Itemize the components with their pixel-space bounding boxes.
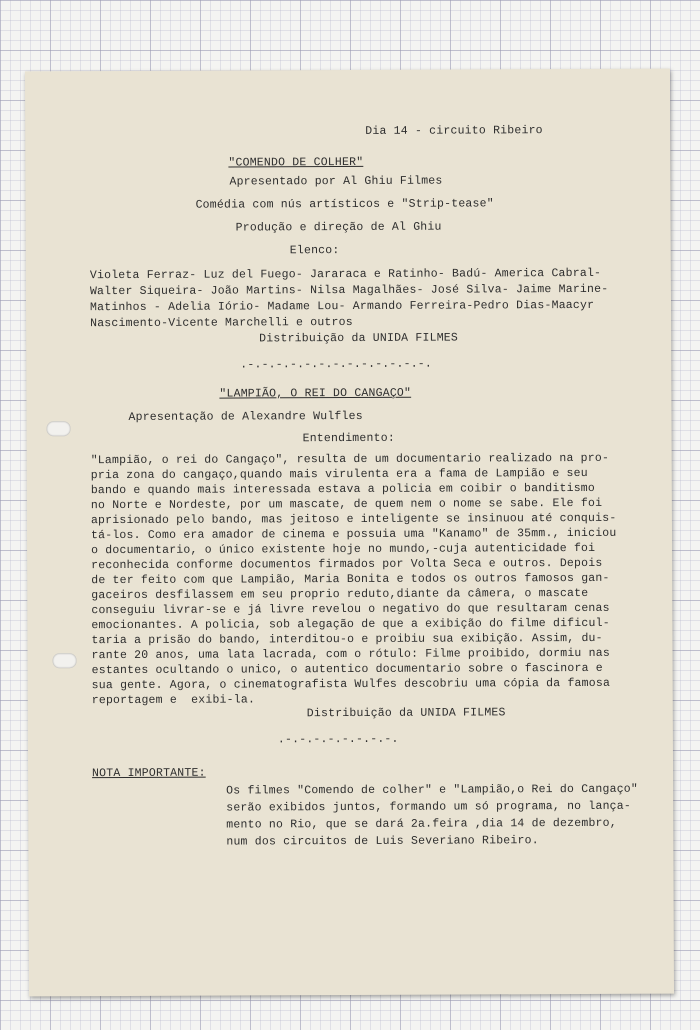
- body-line: o documentario, o único existente hoje no mundo,-cuja autenticidade foi: [91, 541, 596, 558]
- typewritten-page: [25, 69, 674, 997]
- separator: .-.-.-.-.-.-.-.-.: [277, 732, 399, 747]
- section2-presentation: Apresentação de Alexandre Wulfles: [128, 409, 363, 424]
- punch-hole: [47, 421, 71, 436]
- section2-distribution: Distribuição da UNIDA FILMES: [306, 706, 506, 721]
- cast-line: Matinhos - Adelia Iório- Madame Lou- Armando Ferreira-Pedro Dias-Maacyr: [89, 298, 595, 315]
- body-line: reconhecida conforme documentos firmados por Volta Seca e outros. Depois: [91, 556, 603, 573]
- body-line: rante 20 anos, uma lata lacrada, com o rótulo: Filme proibido, dormiu nas: [91, 646, 610, 663]
- date-line: Dia 14 - circuito Ribeiro: [365, 124, 543, 138]
- section1-title: "COMENDO DE COLHER": [228, 155, 364, 170]
- body-line: no Norte e Nordeste, por um mascate, de quem nem o nome se sabe. Ele foi: [90, 496, 603, 513]
- body-line: taria a prisão do bando, interditou-o e proibiu sua exibição. Assim, du-: [91, 631, 603, 648]
- note-line: Os filmes "Comendo de colher" e "Lampião,o Rei do Cangaço": [226, 782, 639, 798]
- body-line: conseguiu livrar-se e já livre revelou o negativo do que resultaram cenas: [91, 601, 610, 618]
- body-line: tá-los. Como era amador de cinema e possuia uma "Kanamo" de 35mm., iniciou: [90, 526, 617, 543]
- note-line: num dos circuitos de Luis Severiano Ribeiro.: [226, 834, 539, 849]
- section1-line: Apresentado por Al Ghiu Filmes: [229, 174, 443, 189]
- body-line: emocionantes. A policia, sob alegação de que a exibição do filme dificul-: [91, 616, 610, 633]
- separator: .-.-.-.-.-.-.-.-.-.-.-.-.-.: [240, 357, 433, 372]
- body-line: gaceiros desfilassem em seu proprio reduto,diante da câmera, o mascate: [91, 586, 589, 603]
- section1-line: Produção e direção de Al Ghiu: [235, 220, 442, 235]
- body-line: "Lampião, o rei do Cangaço", resulta de um documentario realizado na pro-: [90, 451, 610, 468]
- body-line: sua gente. Agora, o cinematografista Wulfes descobriu uma cópia da famosa: [91, 676, 611, 693]
- cast-line: Nascimento-Vicente Marchelli e outros: [90, 315, 353, 331]
- section1-line: Comédia com nús artísticos e "Strip-tease": [195, 197, 494, 212]
- body-line: de ter feito com que Lampião, Maria Bonita e todos os outros famosos gan-: [91, 571, 610, 588]
- body-line: estantes ocultando o unico, o autentico documentario sobre o fascinora e: [91, 661, 603, 678]
- cast-line: Walter Siqueira- João Martins- Nilsa Magalhães- José Silva- Jaime Marine-: [89, 282, 609, 299]
- section2-subheading: Entendimento:: [302, 431, 395, 446]
- section2-title: "LAMPIÃO, O REI DO CANGAÇO": [219, 386, 412, 401]
- body-line: reportagem e exibi-la.: [91, 693, 256, 708]
- note-label: NOTA IMPORTANTE:: [92, 766, 206, 781]
- note-line: mento no Rio, que se dará 2a.feira ,dia 14 de dezembro,: [226, 816, 617, 832]
- cast-line: Violeta Ferraz- Luz del Fuego- Jararaca e Ratinho- Badú- America Cabral-: [89, 266, 602, 283]
- body-line: bando e quando mais interessada estava a policia em coibir o banditismo: [90, 481, 596, 498]
- punch-hole: [53, 653, 77, 668]
- body-line: aprisionado pelo bando, mas jeitoso e inteligente se insinuou até conquis-: [90, 511, 617, 528]
- note-line: serão exibidos juntos, formando um só programa, no lança-: [226, 799, 631, 815]
- cast-heading: Elenco:: [289, 244, 340, 258]
- section1-distribution: Distribuição da UNIDA FILMES: [259, 331, 459, 346]
- body-line: pria zona do cangaço,quando mais virulenta era a fama de Lampião e seu: [90, 466, 588, 483]
